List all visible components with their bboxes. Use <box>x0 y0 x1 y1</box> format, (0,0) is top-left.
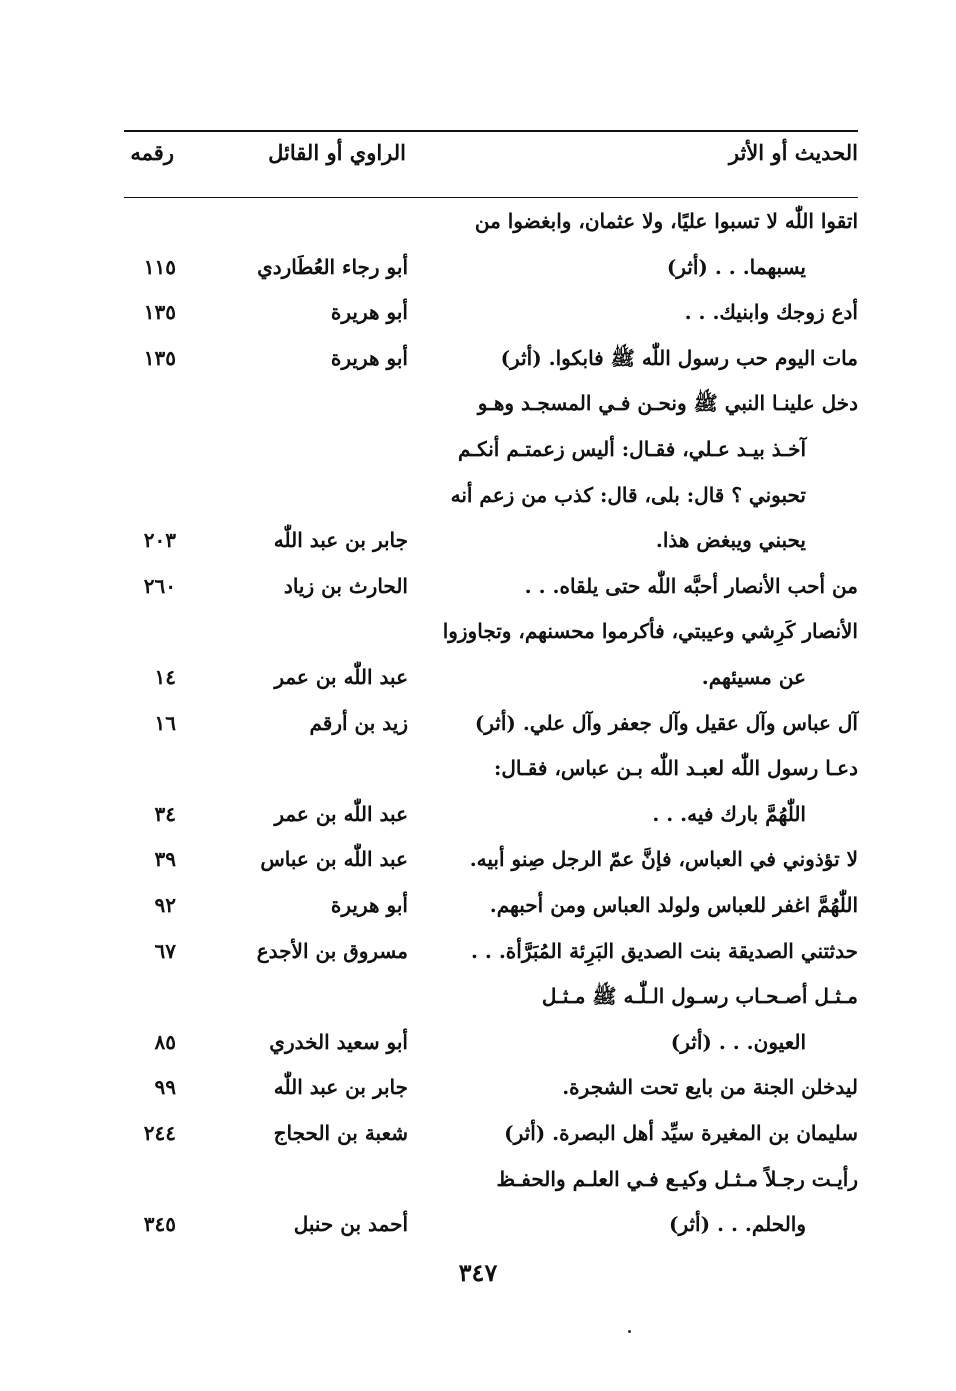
hadith-text: اللّٰهُمَّ اغفر للعباس ولولد العباس ومن أحبهم. <box>489 893 858 917</box>
hadith-text: مات اليوم حب رسول اللّٰه ﷺ فابكوا. (أثر) <box>500 345 858 370</box>
hadith-text: الأنصار كَرِشي وعيبتي، فأكرموا محسنهم، وتجاوزوا <box>442 619 858 644</box>
narrator-text: أحمد بن حنبل <box>293 1212 408 1237</box>
reference-number: ٢٤٤ <box>143 1121 176 1145</box>
table-row <box>0 611 956 651</box>
hadith-text: لا تؤذوني في العباس، فإنَّ عمّ الرجل صِنو أبيه. <box>469 847 858 872</box>
hadith-text: اتقوا اللّٰه لا تسبوا عليًا، ولا عثمان، وابغضوا من <box>474 209 858 233</box>
table-row <box>0 338 956 378</box>
reference-number: ٦٧ <box>154 938 176 963</box>
table-row <box>0 383 956 423</box>
hadith-text: حدثتني الصديقة بنت الصديق البَرِئة المُبَرَّأة. . . <box>470 938 858 963</box>
reference-number: ١٤ <box>154 665 176 689</box>
narrator-text: مسروق بن الأجدع <box>256 938 408 963</box>
hadith-text: تحبوني ؟ قال: بلى، قال: كذب من زعم أنه <box>450 482 806 507</box>
table-row <box>0 247 956 287</box>
reference-number: ٣٤٥ <box>143 1212 176 1237</box>
reference-number: ٣٤ <box>154 801 176 826</box>
header-number: رقمه <box>130 140 174 165</box>
header-narrator: الراوي أو القائل <box>268 140 406 165</box>
narrator-text: شعبة بن الحجاج <box>273 1121 408 1145</box>
narrator-text: أبو هريرة <box>330 300 408 325</box>
table-row <box>0 885 956 925</box>
reference-number: ٩٢ <box>154 893 176 917</box>
table-row <box>0 292 956 332</box>
table-row <box>0 703 956 743</box>
reference-number: ٨٥ <box>154 1029 176 1054</box>
narrator-text: أبو رجاء العُطَاردي <box>257 254 408 279</box>
scan-speck <box>628 1330 631 1333</box>
narrator-text: الحارث بن زياد <box>283 573 408 598</box>
hadith-text: آخـذ بيـد عـلي، فقـال: أليس زعمتـم أنكـم <box>458 437 806 461</box>
narrator-text: جابر بن عبد اللّٰه <box>273 1075 408 1100</box>
narrator-text: أبو سعيد الخدري <box>269 1029 408 1054</box>
hadith-text: اللّٰهُمَّ بارك فيه. . . <box>652 801 806 826</box>
hadith-text: العيون. . . (أثر) <box>670 1029 806 1054</box>
narrator-text: عبد اللّٰه بن عباس <box>260 847 408 872</box>
table-row <box>0 1113 956 1153</box>
table-row <box>0 794 956 834</box>
table-row <box>0 748 956 788</box>
table-row <box>0 976 956 1016</box>
table-row <box>0 1067 956 1107</box>
reference-number: ٩٩ <box>154 1075 176 1100</box>
table-row <box>0 520 956 560</box>
hadith-text: من أحب الأنصار أحبَّه اللّٰه حتى يلقاه. . . <box>524 573 858 598</box>
reference-number: ١٣٥ <box>143 345 176 370</box>
narrator-text: عبد اللّٰه بن عمر <box>274 801 408 826</box>
narrator-text: زيد بن أرقم <box>309 710 408 735</box>
narrator-text: أبو هريرة <box>330 893 408 917</box>
reference-number: ٢٠٣ <box>143 528 176 553</box>
hadith-text: دخل علينـا النبي ﷺ ونحـن فـي المسجـد وهـو <box>477 391 858 416</box>
table-row <box>0 429 956 469</box>
reference-number: ٢٦٠ <box>143 573 176 598</box>
narrator-text: جابر بن عبد اللّٰه <box>273 528 408 553</box>
table-row <box>0 1204 956 1244</box>
reference-number: ٣٩ <box>154 847 176 872</box>
header-hadith: الحديث أو الأثر <box>728 140 858 165</box>
narrator-text: أبو هريرة <box>330 345 408 370</box>
table-row <box>0 1159 956 1199</box>
table-row <box>0 657 956 697</box>
hadith-text: سليمان بن المغيرة سيِّد أهل البصرة. (أثر) <box>504 1121 858 1145</box>
narrator-text: عبد اللّٰه بن عمر <box>274 665 408 689</box>
hadith-text: يحبني ويبغض هذا. <box>655 528 806 553</box>
table-row <box>0 839 956 879</box>
hadith-text: أدع زوجك وابنيك. . . <box>684 300 858 325</box>
reference-number: ١٦ <box>154 710 176 735</box>
table-row <box>0 931 956 971</box>
hadith-text: يسبهما. . . (أثر) <box>666 254 806 279</box>
table-row <box>0 475 956 515</box>
hadith-text: دعـا رسول اللّٰه لعبـد اللّٰه بـن عباس، فقـال: <box>493 756 858 781</box>
hadith-text: مـثـل أصـحـاب رسـول الـلّٰـه ﷺ مـثـل <box>541 984 858 1009</box>
table-row <box>0 566 956 606</box>
hadith-text: عن مسيئهم. <box>701 665 806 689</box>
page-number: ٣٤٧ <box>458 1258 498 1287</box>
table-row <box>0 1022 956 1062</box>
hadith-text: والحلم. . . (أثر) <box>668 1212 806 1237</box>
table-row <box>0 201 956 241</box>
hadith-text: آل عباس وآل عقيل وآل جعفر وآل علي. (أثر) <box>474 710 858 735</box>
hadith-text: ليدخلن الجنة من بايع تحت الشجرة. <box>562 1075 858 1100</box>
hadith-text: رأيـت رجـلاً مـثـل وكيـع فـي العلـم والحفـظ <box>496 1166 858 1191</box>
reference-number: ١٣٥ <box>143 300 176 325</box>
reference-number: ١١٥ <box>143 254 176 279</box>
